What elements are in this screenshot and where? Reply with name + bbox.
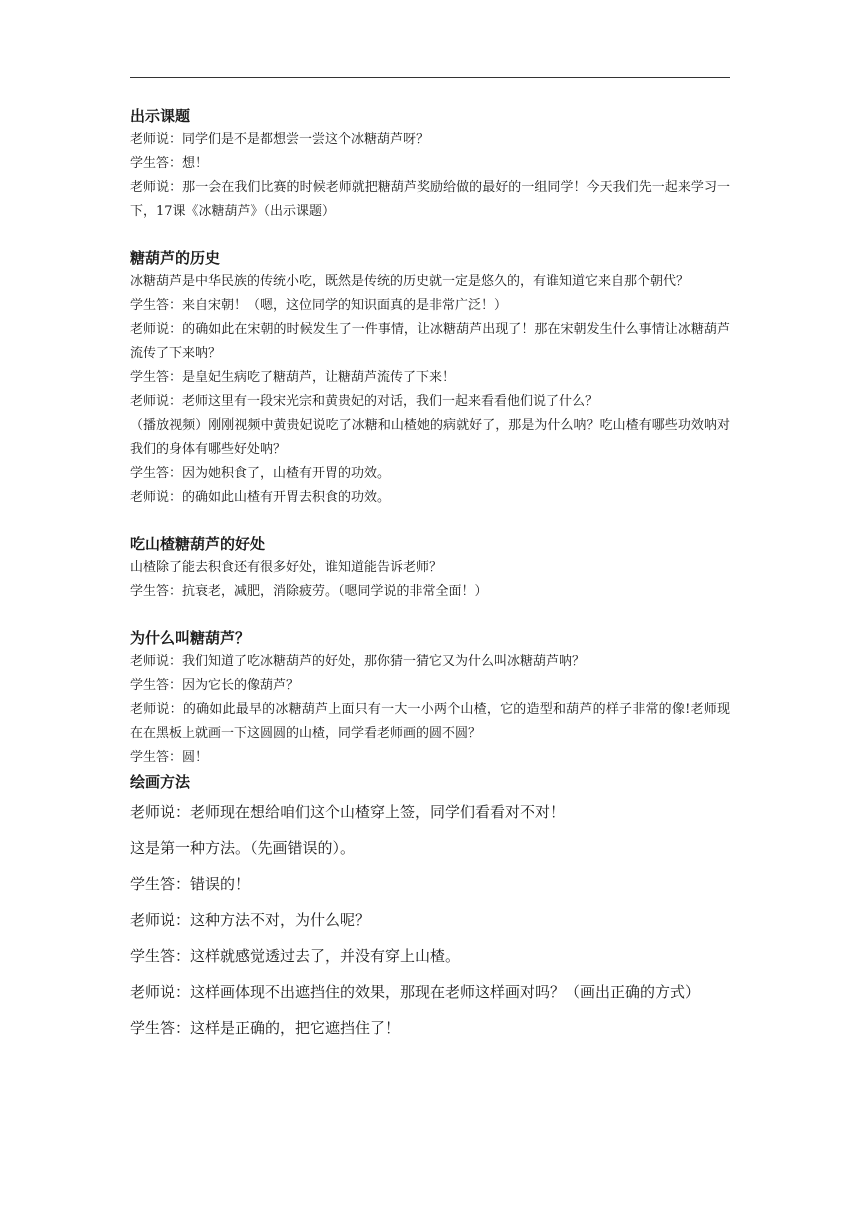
dialogue-line: 山楂除了能去积食还有很多好处，谁知道能告诉老师？ bbox=[130, 560, 443, 575]
section-spacer bbox=[130, 510, 730, 532]
dialogue-line: 学生答：这样是正确的，把它遮挡住了！ bbox=[130, 1019, 401, 1037]
dialogue-line: 学生答：错误的！ bbox=[130, 875, 251, 893]
dialogue-line: 老师说：那一会在我们比赛的时候老师就把糖葫芦奖励给做的最好的一组同学！今天我们先一起来学习一下，17课《冰糖葫芦》（出示课题） bbox=[130, 180, 730, 219]
dialogue-line: 老师说：同学们是不是都想尝一尝这个冰糖葫芦呀？ bbox=[130, 132, 430, 147]
section-5 bbox=[130, 770, 730, 1046]
dialogue-line: 学生答：抗衰老，减肥，消除疲劳。（嗯同学说的非常全面！） bbox=[130, 584, 488, 599]
section-2 bbox=[130, 246, 730, 510]
section-spacer bbox=[130, 224, 730, 246]
dialogue-line: 老师说：老师现在想给咱们这个山楂穿上签，同学们看看对不对！ bbox=[130, 803, 566, 821]
dialogue-line: 这是第一种方法。（先画错误的）。 bbox=[130, 839, 356, 857]
dialogue-line: 老师说：的确如此山楂有开胃去积食的功效。 bbox=[130, 490, 391, 505]
section-heading: 吃山楂糖葫芦的好处 bbox=[130, 535, 266, 553]
dialogue-line: 学生答：因为她积食了，山楂有开胃的功效。 bbox=[130, 466, 391, 481]
section-heading: 出示课题 bbox=[130, 107, 191, 125]
dialogue-line: 老师说：这样画体现不出遮挡住的效果，那现在老师这样画对吗？（画出正确的方式） bbox=[130, 983, 701, 1001]
dialogue-line: 老师说：老师这里有一段宋光宗和黄贵妃的对话，我们一起来看看他们说了什么？ bbox=[130, 394, 599, 409]
section-3 bbox=[130, 532, 730, 604]
section-4 bbox=[130, 626, 730, 770]
dialogue-line: 冰糖葫芦是中华民族的传统小吃，既然是传统的历史就一定是悠久的，有谁知道它来自那个朝代？ bbox=[130, 274, 690, 289]
dialogue-line: 学生答：圆！ bbox=[130, 750, 209, 765]
dialogue-line: 学生答：是皇妃生病吃了糖葫芦，让糖葫芦流传了下来！ bbox=[130, 370, 456, 385]
section-spacer bbox=[130, 604, 730, 626]
dialogue-line: 学生答：想！ bbox=[130, 156, 209, 171]
section-1 bbox=[130, 104, 730, 224]
document-body bbox=[130, 104, 730, 1046]
dialogue-line: 老师说：的确如此最早的冰糖葫芦上面只有一大一小两个山楂，它的造型和葫芦的样子非常的像!老师现在在黑板上就画一下这圆圆的山楂，同学看老师画的圆不圆？ bbox=[130, 702, 730, 741]
dialogue-line: 学生答：这样就感觉透过去了，并没有穿上山楂。 bbox=[130, 947, 461, 965]
dialogue-line: 学生答：因为它长的像葫芦？ bbox=[130, 678, 300, 693]
dialogue-line: （播放视频）刚刚视频中黄贵妃说吃了冰糖和山楂她的病就好了，那是为什么呐？吃山楂有哪些功效呐对我们的身体有哪些好处呐？ bbox=[130, 418, 730, 457]
dialogue-line: 学生答：来自宋朝！（嗯，这位同学的知识面真的是非常广泛！） bbox=[130, 298, 508, 313]
dialogue-line: 老师说：我们知道了吃冰糖葫芦的好处，那你猜一猜它又为什么叫冰糖葫芦呐？ bbox=[130, 654, 586, 669]
section-heading: 绘画方法 bbox=[130, 773, 191, 791]
dialogue-line: 老师说：这种方法不对，为什么呢？ bbox=[130, 911, 371, 929]
section-heading: 糖葫芦的历史 bbox=[130, 249, 221, 267]
section-heading: 为什么叫糖葫芦？ bbox=[130, 629, 251, 647]
dialogue-line: 老师说：的确如此在宋朝的时候发生了一件事情，让冰糖葫芦出现了！那在宋朝发生什么事情让冰糖葫芦流传了下来呐？ bbox=[130, 322, 730, 361]
header-rule bbox=[130, 77, 730, 78]
